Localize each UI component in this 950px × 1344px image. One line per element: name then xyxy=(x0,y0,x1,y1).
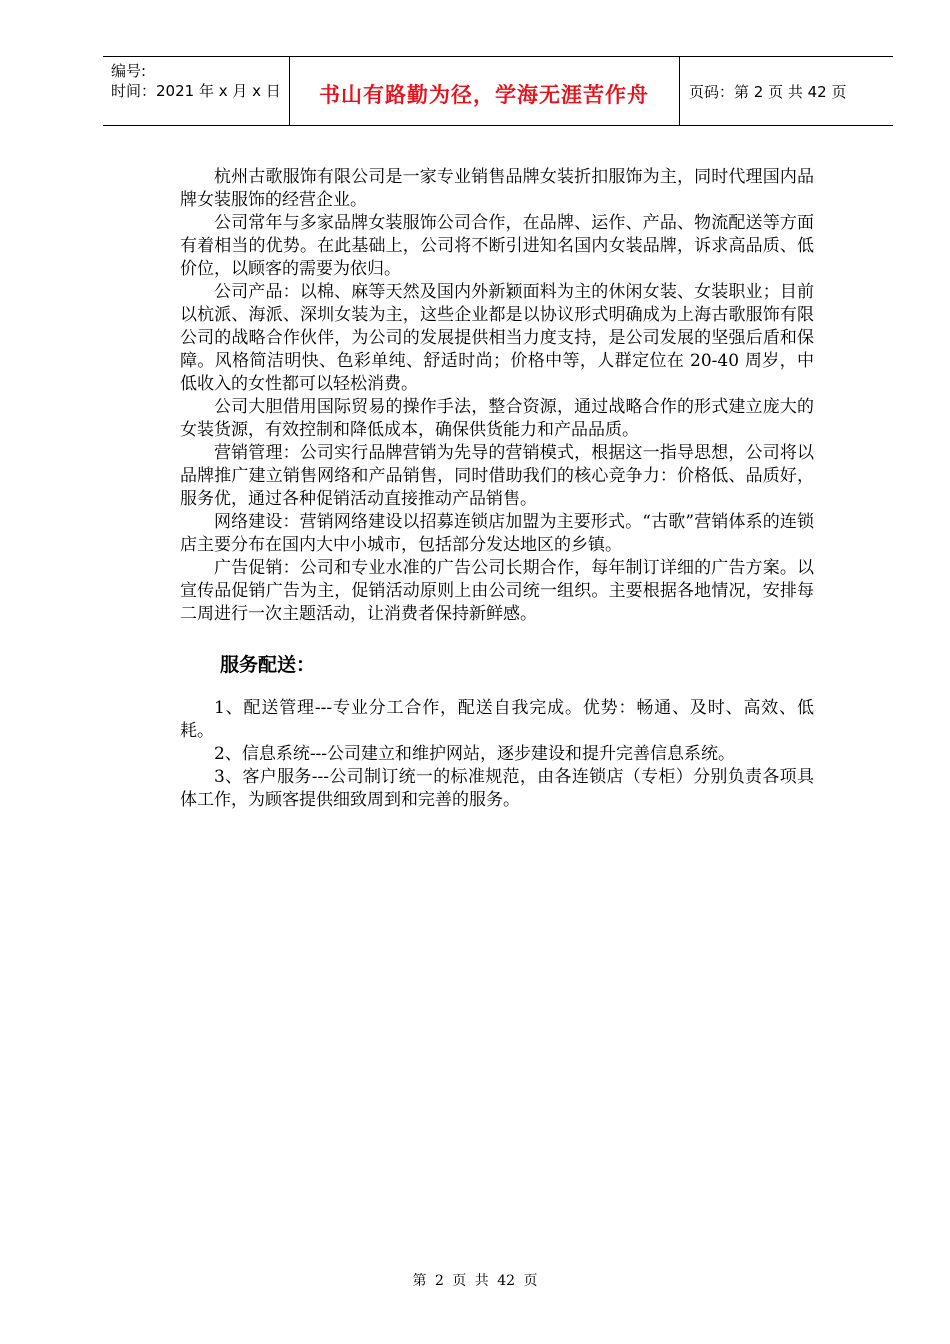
page-footer: 第 2 页 共 42 页 xyxy=(412,1273,538,1289)
paragraph: 杭州古歌服饰有限公司是一家专业销售品牌女装折扣服饰为主，同时代理国内品牌女装服饰的经营企业。 xyxy=(180,167,814,210)
time-label: 时间：2021 年 x 月 x 日 xyxy=(111,82,281,100)
header-meta xyxy=(111,61,281,101)
header-slogan: 书山有路勤为径，学海无涯苦作舟 xyxy=(319,83,649,107)
paragraph: 公司常年与多家品牌女装服饰公司合作，在品牌、运作、产品、物流配送等方面有着相当的优势。在此基础上，公司将不断引进知名国内女装品牌，诉求高品质、低价位，以顾客的需要为依归。 xyxy=(180,213,814,279)
list-item: 1、配送管理---专业分工合作，配送自我完成。优势：畅通、及时、高效、低耗。 xyxy=(180,698,814,741)
number-label: 编号: xyxy=(111,62,147,80)
list-item: 3、客户服务---公司制订统一的标准规范，由各连锁店（专柜）分别负责各项具体工作，为顾客提供细致周到和完善的服务。 xyxy=(180,767,814,810)
header-divider xyxy=(679,57,680,125)
header-page-info: 页码：第 2 页 共 42 页 xyxy=(689,83,847,101)
list-item: 2、信息系统---公司建立和维护网站，逐步建设和提升完善信息系统。 xyxy=(214,744,736,764)
paragraph: 广告促销：公司和专业水准的广告公司长期合作，每年制订详细的广告方案。以宣传品促销广告为主，促销活动原则上由公司统一组织。主要根据各地情况，安排每二周进行一次主题活动，让消费者保持新鲜感。 xyxy=(180,558,814,624)
paragraph: 营销管理：公司实行品牌营销为先导的营销模式，根据这一指导思想，公司将以品牌推广建立销售网络和产品销售，同时借助我们的核心竞争力：价格低、品质好，服务优，通过各种促销活动直接推动产品销售。 xyxy=(180,443,814,509)
page-header xyxy=(103,56,893,126)
paragraph: 网络建设：营销网络建设以招募连锁店加盟为主要形式。“古歌”营销体系的连锁店主要分布在国内大中小城市，包括部分发达地区的乡镇。 xyxy=(180,512,814,555)
paragraph: 公司大胆借用国际贸易的操作手法，整合资源，通过战略合作的形式建立庞大的女装货源，有效控制和降低成本，确保供货能力和产品品质。 xyxy=(180,397,814,440)
paragraph: 公司产品：以棉、麻等天然及国内外新颖面料为主的休闲女装、女装职业；目前以杭派、海派、深圳女装为主，这些企业都是以协议形式明确成为上海古歌服饰有限公司的战略合作伙伴，为公司的发展提供相当力度支持，是公司发展的坚强后盾和保障。风格简洁明快、色彩单纯、舒适时尚；价格中等，人群定位在 20-40 周岁，中低收入的女性都可以轻松消费。 xyxy=(180,282,814,394)
document-body xyxy=(180,166,814,812)
section-title: 服务配送： xyxy=(220,654,316,676)
